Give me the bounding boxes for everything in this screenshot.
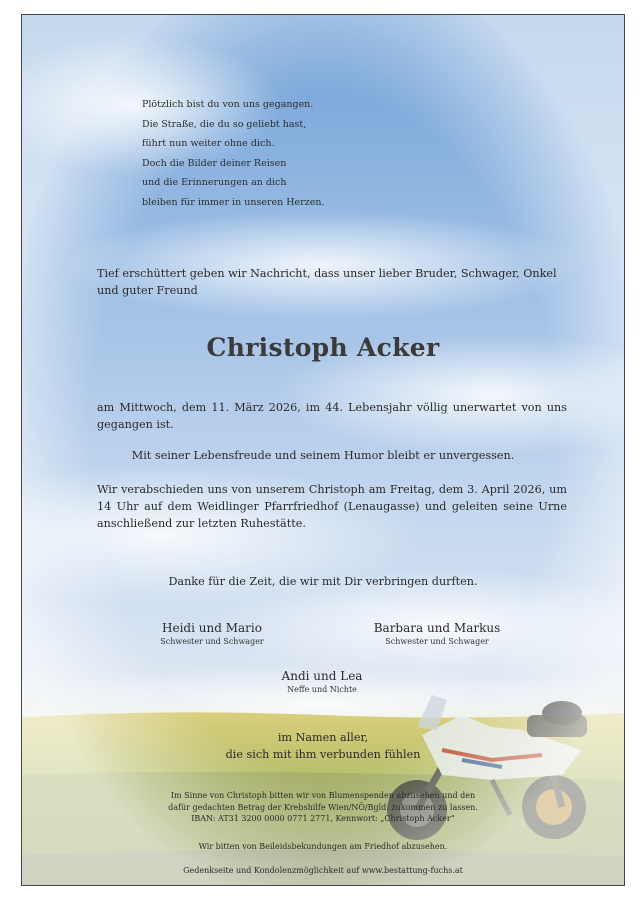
memory-line: Mit seiner Lebensfreude und seinem Humor bleibt er unvergessen.	[131, 449, 515, 462]
poem-line: führt nun weiter ohne dich.	[142, 138, 275, 149]
donation-line: IBAN: AT31 3200 0000 0771 2771, Kennwort: „Christoph Acker“	[191, 814, 455, 823]
mourner-relation: Schwester und Schwager	[160, 637, 264, 646]
condolence-note: Wir bitten von Beileidsbekundungen am Friedhof abzusehen.	[198, 842, 448, 851]
donation-line: Im Sinne von Christoph bitten wir von Blumenspenden abzusehen und den	[170, 791, 476, 800]
poem-line: und die Erinnerungen an dich	[142, 177, 287, 188]
mourner-name: Andi und Lea	[281, 669, 363, 683]
announcement-intro: Tief erschüttert geben wir Nachricht, dass unser lieber Bruder, Schwager, Onkel und guter Freund	[97, 267, 557, 297]
mourner-signature	[242, 669, 402, 694]
mourner-signature	[352, 621, 522, 646]
mourner-name: Barbara und Markus	[373, 621, 501, 635]
on-behalf-block	[22, 729, 624, 763]
mourner-name: Heidi und Mario	[162, 621, 262, 635]
poem-line: Plötzlich bist du von uns gegangen.	[142, 99, 314, 110]
poem-line: Die Straße, die du so geliebt hast,	[142, 118, 307, 130]
on-behalf-line: die sich mit ihm verbunden fühlen	[225, 748, 421, 761]
poem-line: bleiben für immer in unseren Herzen.	[142, 196, 325, 208]
on-behalf-line: im Namen aller,	[277, 731, 369, 744]
deceased-name: Christoph Acker	[206, 333, 440, 362]
thanks-line: Danke für die Zeit, die wir mit Dir verbringen durften.	[168, 575, 478, 588]
portrait-photo	[384, 45, 559, 250]
funeral-details: Wir verabschieden uns von unserem Christoph am Freitag, dem 3. April 2026, um 14 Uhr auf dem Weidlinger Pfarrfriedhof (Lenaugasse) und geleiten seine Urne anschließend zur letzten Ruhestätte.	[97, 483, 567, 530]
donation-request	[152, 790, 494, 825]
obituary-card	[21, 14, 625, 886]
passing-details: am Mittwoch, dem 11. März 2026, im 44. Lebensjahr völlig unerwartet von uns gegangen ist.	[97, 401, 567, 431]
poem	[142, 95, 372, 212]
mourner-signature	[132, 621, 292, 646]
memorial-website: Gedenkseite und Kondolenzmöglichkeit auf www.bestattung-fuchs.at	[183, 866, 463, 875]
mourner-relation: Schwester und Schwager	[385, 637, 489, 646]
mourner-relation: Neffe und Nichte	[287, 685, 357, 694]
donation-line: dafür gedachten Betrag der Krebshilfe Wien/NÖ/Bgld. zukommen zu lassen.	[168, 802, 478, 812]
poem-line: Doch die Bilder deiner Reisen	[142, 157, 287, 169]
